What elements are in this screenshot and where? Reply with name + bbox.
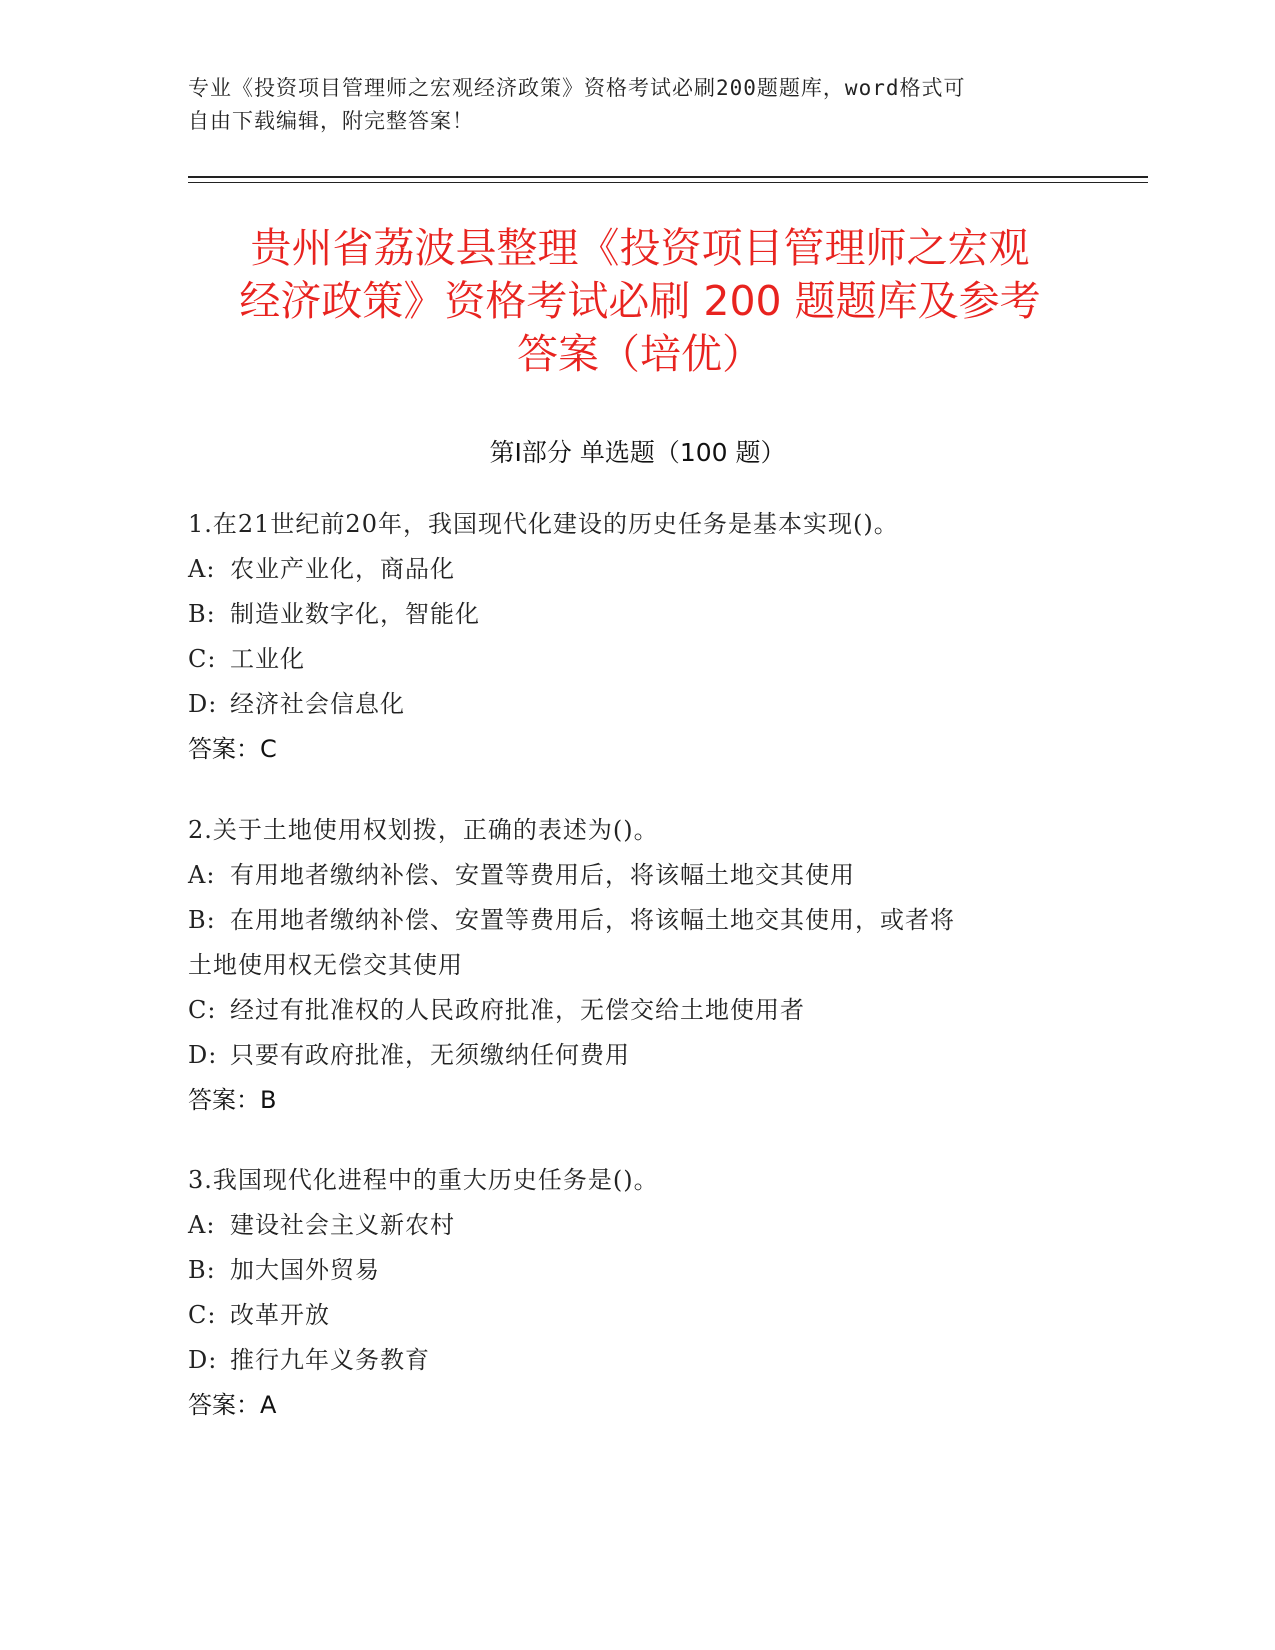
question-1 (188, 502, 1088, 772)
option-text: 有用地者缴纳补偿、安置等费用后，将该幅土地交其使用 (230, 861, 855, 889)
question-3 (188, 1158, 1088, 1428)
answer: 答案：C (188, 735, 277, 763)
answer: 答案：B (188, 1086, 277, 1114)
option-label: C: (188, 996, 217, 1024)
header-rule-thin (188, 182, 1148, 183)
option-label: C: (188, 645, 217, 673)
question-stem: 3.我国现代化进程中的重大历史任务是()。 (188, 1166, 659, 1194)
option-text: 经济社会信息化 (230, 690, 405, 718)
option-b (188, 592, 1088, 637)
option-a (188, 1203, 1088, 1248)
option-label: B: (188, 600, 216, 628)
section-heading: 第Ⅰ部分 单选题（100 题） (489, 438, 786, 467)
option-text: 推行九年义务教育 (230, 1346, 430, 1374)
header-rule-thick (188, 176, 1148, 178)
header-note-line: 自由下载编辑，附完整答案！ (188, 109, 474, 133)
option-label: A: (188, 1211, 216, 1239)
option-a (188, 853, 1088, 898)
title-line: 贵州省荔波县整理《投资项目管理师之宏观 (250, 224, 1030, 272)
option-text: 制造业数字化，智能化 (230, 600, 480, 628)
title-line: 答案（培优） (517, 330, 763, 378)
option-b (188, 1248, 1088, 1293)
option-text: 只要有政府批准，无须缴纳任何费用 (230, 1041, 630, 1069)
option-text: 在用地者缴纳补偿、安置等费用后，将该幅土地交其使用，或者将 (230, 906, 955, 934)
option-label: B: (188, 906, 216, 934)
header-note-line: 专业《投资项目管理师之宏观经济政策》资格考试必刷200题题库，word格式可 (188, 76, 966, 100)
option-c (188, 988, 1088, 1033)
option-d (188, 1033, 1088, 1078)
option-text: 经过有批准权的人民政府批准，无偿交给土地使用者 (230, 996, 805, 1024)
option-label: A: (188, 555, 216, 583)
option-label: D: (188, 1346, 218, 1374)
option-text: 工业化 (230, 645, 305, 673)
title-line: 经济政策》资格考试必刷 200 题题库及参考 (239, 277, 1041, 325)
question-stem: 2.关于土地使用权划拨，正确的表述为()。 (188, 816, 659, 844)
option-b (188, 898, 1088, 943)
option-c (188, 637, 1088, 682)
answer: 答案：A (188, 1391, 277, 1419)
option-text: 建设社会主义新农村 (230, 1211, 455, 1239)
header-note (188, 72, 1068, 138)
option-label: B: (188, 1256, 216, 1284)
option-label: A: (188, 861, 216, 889)
question-stem: 1.在21世纪前20年，我国现代化建设的历史任务是基本实现()。 (188, 510, 899, 538)
option-d (188, 1338, 1088, 1383)
document-title (160, 222, 1120, 381)
option-b-continuation: 土地使用权无偿交其使用 (188, 951, 463, 979)
option-c (188, 1293, 1088, 1338)
option-text: 农业产业化，商品化 (230, 555, 455, 583)
question-2 (188, 808, 1088, 1123)
option-a (188, 547, 1088, 592)
option-d (188, 682, 1088, 727)
option-label: D: (188, 690, 218, 718)
option-text: 加大国外贸易 (230, 1256, 380, 1284)
option-label: C: (188, 1301, 217, 1329)
option-label: D: (188, 1041, 218, 1069)
option-text: 改革开放 (230, 1301, 330, 1329)
